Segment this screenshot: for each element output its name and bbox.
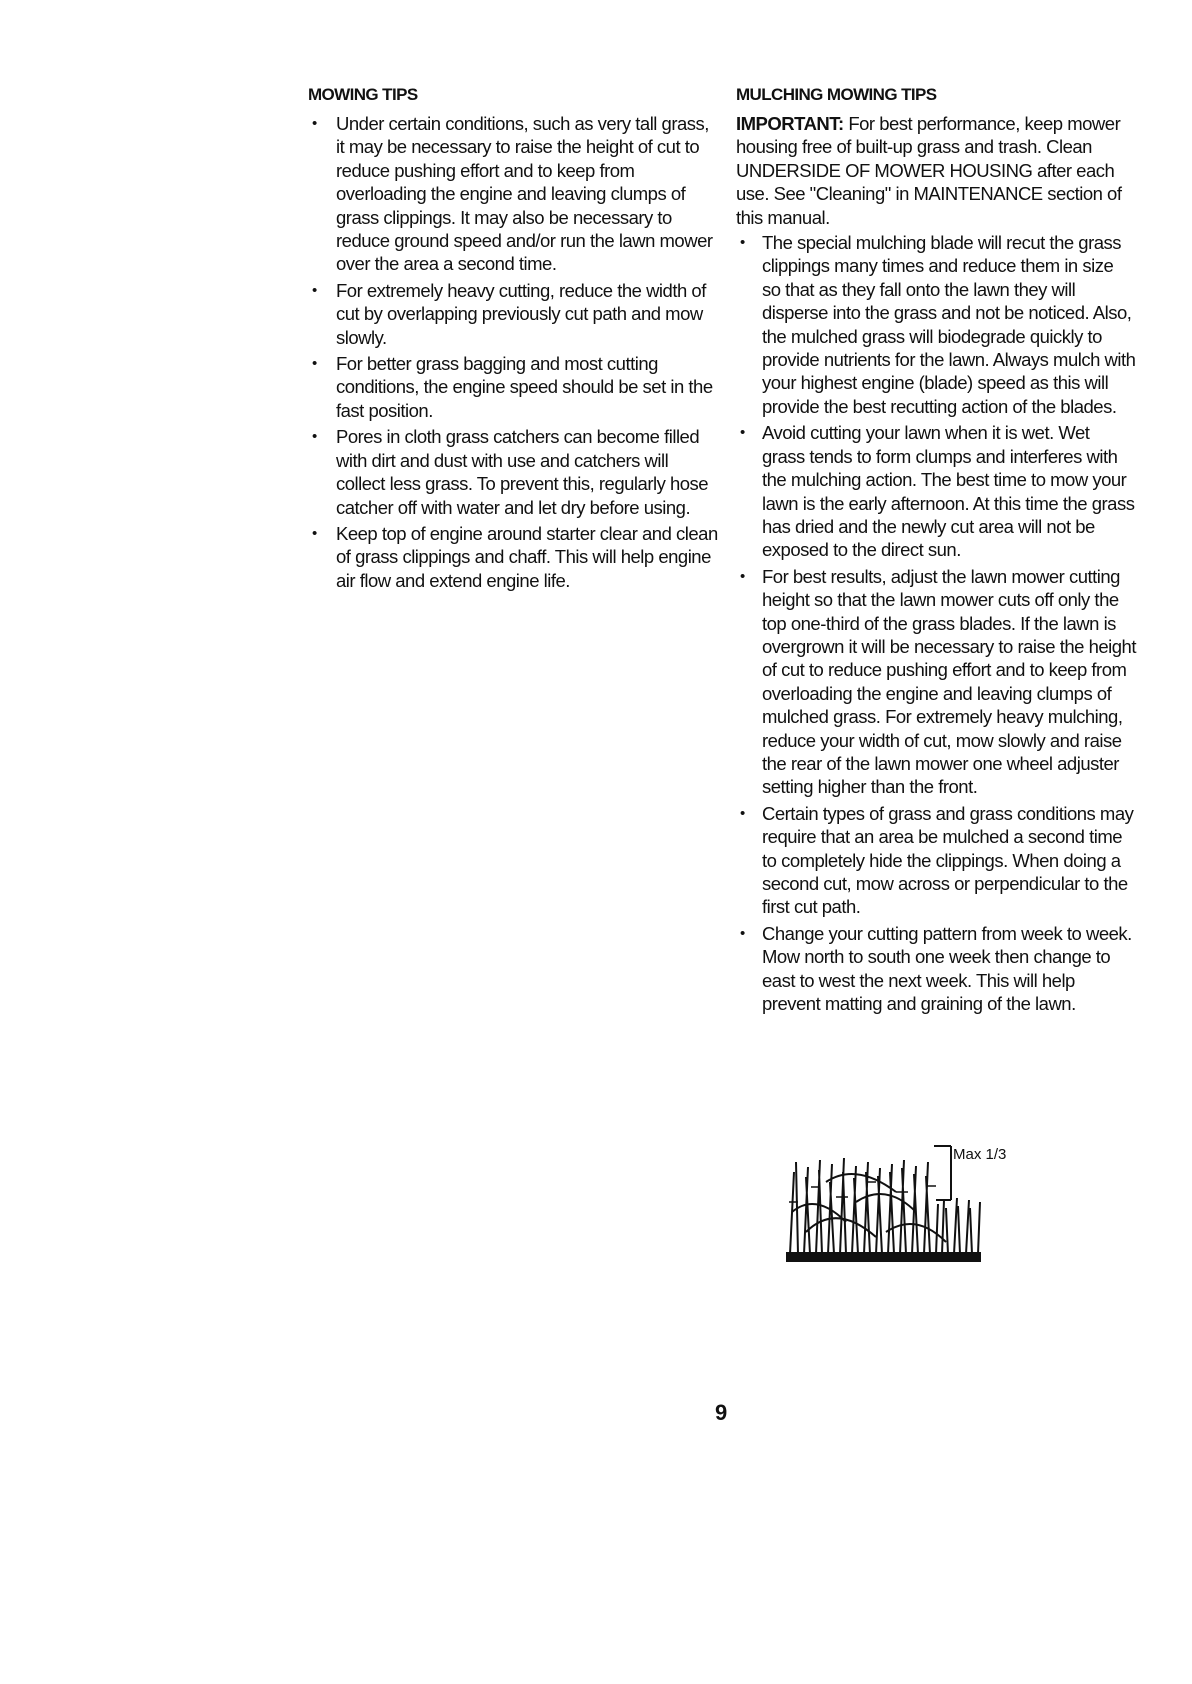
list-item: • The special mulching blade will recut the grass clippings many times and reduce them in size so that as they fall onto the lawn they will disperse into the grass and not be noticed. Also, the mulched grass will biodegrade quickly to provide nutrients for the lawn. Always mulch with your highest engine (blade) speed as this will provide the best recutting action of the blades. [740,232,1136,417]
bullet-icon: • [312,115,317,132]
list-item: • Keep top of engine around starter clear and clean of grass clippings and chaff. This will help engine air flow and extend engine life. [312,522,718,591]
list-item: • Avoid cutting your lawn when it is wet. Wet grass tends to form clumps and interferes with the mulching action. The best time to mow your lawn is the early afternoon. At this time the grass has dried and the newly cut area will not be exposed to the direct sun. [740,422,1135,561]
bullet-icon: • [312,428,317,446]
important-note [736,112,1136,229]
list-item: • For best results, adjust the lawn mower cutting height so that the lawn mower cuts off only the top one-third of the grass blades. If the lawn is overgrown it will be necessary to raise the height of cut to reduce pushing effort and to keep from overloading the engine and leaving clumps of mulched grass. For extremely heavy mulching, reduce your width of cut, mow slowly and raise the rear of the lawn mower one wheel adjuster setting higher than the front. [740,565,1136,798]
list-item: • Change your cutting pattern from week to week. Mow north to south one week then change to east to west the next week. This will help prevent matting and graining of the lawn. [740,922,1132,1015]
list-item: • For better grass bagging and most cutting conditions, the engine speed should be set in the fast position. [312,353,713,421]
page-number: 9 [715,1400,728,1425]
mulching-tips-list [736,231,1136,1015]
list-item: • Under certain conditions, such as very tall grass, it may be necessary to raise the height of cut to reduce pushing effort and to keep from overloading the engine and leaving clumps of grass clippings. It may also be necessary to reduce ground speed and/or run the lawn mower over the area a second time. [312,113,713,275]
bullet-icon: • [740,804,745,822]
important-label: IMPORTANT: [736,113,844,134]
mowing-tips-list [308,112,718,592]
bullet-icon: • [740,424,745,442]
figure-label: Max 1/3 [953,1146,1007,1163]
bullet-icon: • [740,234,745,252]
mowing-tips-column [308,84,718,595]
list-item: • For extremely heavy cutting, reduce the width of cut by overlapping previously cut path and mow slowly. [312,279,706,348]
mulching-tips-column [736,84,1136,1018]
bullet-icon: • [312,281,317,299]
list-item: • Certain types of grass and grass conditions may require that an area be mulched a second time to completely hide the clippings. When doing a second cut, mow across or perpendicular to the first cut path. [740,802,1134,918]
bullet-icon: • [312,355,317,373]
mulching-tips-heading: MULCHING MOWING TIPS [736,85,937,104]
cut-line-marker [934,1146,951,1200]
bullet-icon: • [312,524,317,542]
mowing-tips-heading: MOWING TIPS [308,85,418,104]
important-text: For best performance, keep mower housing free of built-up grass and trash. Clean UNDERSIDE OF MOWER HOUSING after each use. See "Cleaning" in MAINTENANCE section of this manual. [736,113,1122,228]
list-item: • Pores in cloth grass catchers can become filled with dirt and dust with use and catchers will collect less grass. To prevent this, regularly hose catcher off with water and let dry before using. [312,426,709,518]
bullet-icon: • [740,924,745,942]
bullet-icon: • [740,567,745,585]
